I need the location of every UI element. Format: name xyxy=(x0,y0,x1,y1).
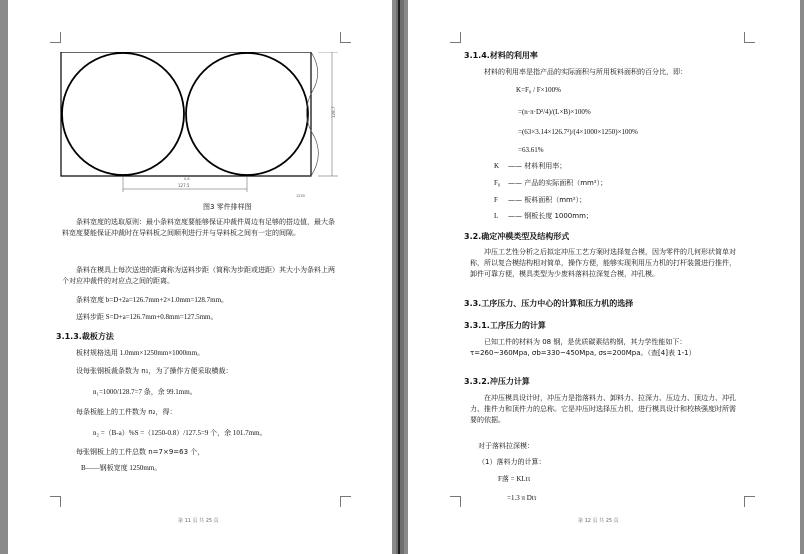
section-heading-3-2: 3.2.确定冲模类型及结构形式 xyxy=(464,232,570,241)
formula-utilization-result: =63.61% xyxy=(518,146,544,154)
page-footer-right: 第 12 页 共 25 页 xyxy=(578,518,619,524)
document-page-left xyxy=(8,0,392,554)
text-line: 每条板能上的工件数为 n₂，得： xyxy=(76,408,177,416)
definition-symbol: L xyxy=(494,212,499,220)
dimension-label-length: 1250 xyxy=(296,194,305,198)
part-layout-figure xyxy=(56,52,346,200)
definition-symbol: F₀ xyxy=(494,179,501,187)
text-line: 材料的利用率是指产品的实际面积与所用板料面积的百分比，即： xyxy=(484,68,687,76)
paragraph: 条料宽度的选取原则：最小条料宽度要能够保证冲裁件周边有足够的搭边值，最大条料宽度要能保证冲裁时在导料板之间顺利进行并与导料板之间有一定的间隙。 xyxy=(62,218,335,237)
crop-mark xyxy=(50,496,61,507)
crop-mark xyxy=(340,32,351,43)
formula-utilization-step: =(n·π·D²/4)/(L×B)×100% xyxy=(518,108,591,116)
crop-mark xyxy=(744,32,755,43)
definition-text: —— 产品的实际面积（mm²）； xyxy=(508,179,608,187)
blank-circle-1 xyxy=(62,53,184,175)
paragraph: 已知工件的材料为 08 钢，是优质碳素结构钢，其力学性能如下：τ=260~360Mpa, σb=330~450Mpa, σs=200Mpa。（查[4]表 1-1） xyxy=(470,338,696,357)
section-heading-3-3: 3.3.工序压力、压力中心的计算和压力机的选择 xyxy=(464,299,634,308)
text-line: 板材规格选用 1.0mm×1250mm×1000mm。 xyxy=(76,349,205,357)
paragraph: 在冲压模具设计时，冲压力是指落料力、卸料力、拉深力、压边力、顶边力、冲孔力、推件力和顶件力的总称。它是冲压时选择压力机，进行模具设计和校核强度时所需要的依据。 xyxy=(470,394,736,424)
definition-symbol: F xyxy=(494,196,498,204)
crop-mark xyxy=(744,496,755,507)
section-heading-3-3-1: 3.3.1.工序压力的计算 xyxy=(464,321,546,330)
crop-mark xyxy=(450,496,461,507)
formula-blanking-force-step: =1.3 π Dtτ xyxy=(507,494,537,502)
dimension-label-gap: 0.8 xyxy=(184,177,190,181)
formula-feed-step: 送料步距 S=D+a=126.7mm+0.8mm=127.5mm。 xyxy=(76,313,218,321)
formula-utilization: K=F₀ / F×100% xyxy=(516,86,561,94)
section-heading-3-1-3: 3.1.3.裁板方法 xyxy=(56,332,114,341)
blank-circle-2 xyxy=(186,53,308,175)
definition-text: —— 板料面积（mm²）； xyxy=(508,196,587,204)
formula-n1: n₁=1000/128.7=7 条，余 99.1mm。 xyxy=(93,388,197,396)
paragraph: 条料在模具上每次送进的距离称为送料步距（简称为步距或进距）其大小为条料上两个对应冲裁件的对应点之间的距离。 xyxy=(62,266,335,285)
text-line: 设每张钢板裁条数为 n₁，为了操作方便采取横裁： xyxy=(76,367,233,375)
figure-caption: 图3 零件排样图 xyxy=(203,203,252,211)
paragraph: 冲压工艺性分析之后拟定冲压工艺方案时选择复合模，因为零件的几何形状简单对称，所以复合模结构相对简单，操作方便，能够实现利用压力机的打杆装置进行推件，卸件可靠方便，模具类型为少废料落料拉深复合模，冲孔模。 xyxy=(470,248,736,278)
page-gap xyxy=(396,0,404,554)
dimension-label-step: 127.5 xyxy=(178,183,190,188)
text-line: B——钢板宽度 1250mm。 xyxy=(81,464,162,472)
section-heading-3-1-4: 3.1.4.材料的利用率 xyxy=(464,51,538,60)
definition-text: —— 材料利用率； xyxy=(508,162,567,170)
text-line: （1）落料力的计算： xyxy=(478,458,546,466)
definition-symbol: K xyxy=(494,162,500,170)
dimension-label-width: 128.7 xyxy=(331,106,336,118)
formula-strip-width: 条料宽度 b=D+2a=126.7mm+2×1.0mm=128.7mm。 xyxy=(76,296,229,304)
text-line: 对于落料拉深模： xyxy=(478,442,534,450)
formula-n2: n₂ =（B-a）%S =（1250-0.8）/127.5=9 个，余 101.7mm。 xyxy=(93,429,267,437)
crop-mark xyxy=(450,32,461,43)
text-line: 每张钢板上的工件总数 n=7×9=63 个， xyxy=(76,448,205,456)
document-page-right xyxy=(408,0,800,554)
definition-text: —— 钢板长度 1000mm； xyxy=(508,212,593,220)
formula-blanking-force: F落 = KLtτ xyxy=(498,475,531,483)
section-heading-3-3-2: 3.3.2.冲压力计算 xyxy=(464,377,530,386)
page-footer-left: 第 11 页 共 25 页 xyxy=(178,518,219,524)
formula-utilization-step: =(63×3.14×126.7²)/(4×1000×1250)×100% xyxy=(518,128,638,136)
crop-mark xyxy=(340,496,351,507)
crop-mark xyxy=(50,32,61,43)
